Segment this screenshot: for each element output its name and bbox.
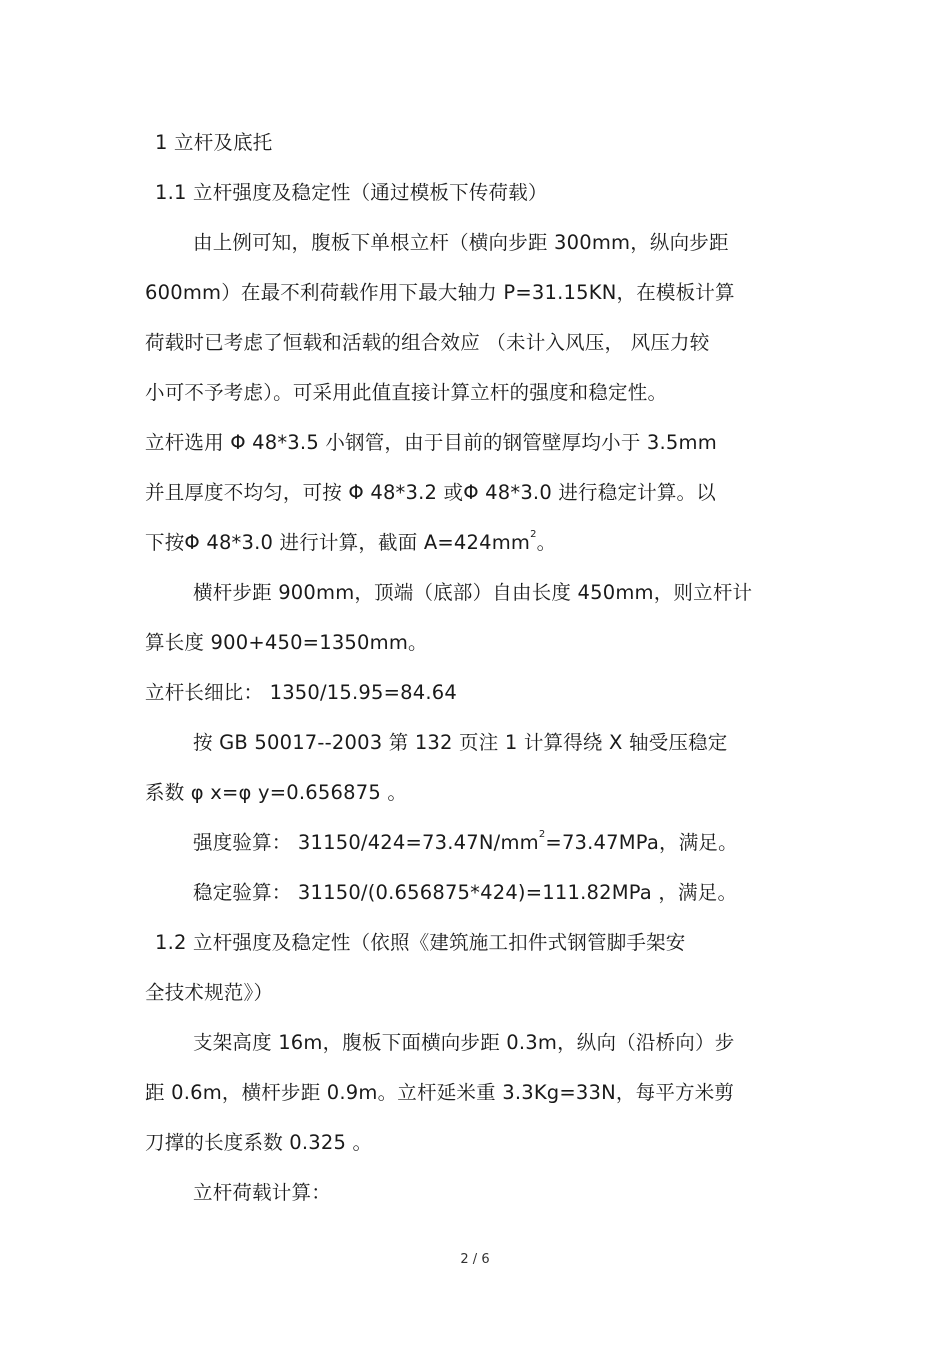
paragraph-line: 距 0.6m，横杆步距 0.9m。立杆延米重 3.3Kg=33N，每平方米剪: [145, 1081, 735, 1104]
paragraph-line: 按 GB 50017--2003 第 132 页注 1 计算得绕 X 轴受压稳定: [193, 731, 728, 754]
line-text: =73.47MPa，满足。: [545, 831, 738, 854]
paragraph-line: 由上例可知，腹板下单根立杆（横向步距 300mm，纵向步距: [193, 231, 729, 254]
superscript: 2: [530, 529, 537, 540]
paragraph-line: 荷载时已考虑了恒载和活载的组合效应 （未计入风压， 风压力较: [145, 331, 710, 354]
paragraph-line: 600mm）在最不利荷载作用下最大轴力 P=31.15KN，在模板计算: [145, 281, 735, 304]
paragraph-line: 立杆选用 Φ 48*3.5 小钢管，由于目前的钢管壁厚均小于 3.5mm: [145, 431, 717, 454]
section-heading-1: 1 立杆及底托: [155, 131, 273, 154]
subsection-heading-1-2: 1.2 立杆强度及稳定性（依照《建筑施工扣件式钢管脚手架安: [155, 931, 686, 954]
paragraph-line: 并且厚度不均匀，可按 Φ 48*3.2 或Φ 48*3.0 进行稳定计算。以: [145, 481, 716, 504]
page-number: 2 / 6: [460, 1252, 490, 1267]
line-text: 。: [536, 531, 557, 554]
paragraph-line: [145, 530, 556, 556]
paragraph-line: [193, 830, 738, 856]
paragraph-line: 算长度 900+450=1350mm。: [145, 631, 428, 654]
paragraph-line: 稳定验算： 31150/(0.656875*424)=111.82MPa ，满足。: [193, 881, 738, 904]
paragraph-line: 横杆步距 900mm，顶端（底部）自由长度 450mm，则立杆计: [193, 581, 753, 604]
subsection-heading-1-1: 1.1 立杆强度及稳定性（通过模板下传荷载）: [155, 181, 548, 204]
paragraph-line: 支架高度 16m，腹板下面横向步距 0.3m，纵向（沿桥向）步: [193, 1031, 735, 1054]
paragraph-line: 立杆荷载计算：: [193, 1181, 331, 1204]
paragraph-line: 系数 φ x=φ y=0.656875 。: [145, 781, 408, 804]
line-text: 下按Φ 48*3.0 进行计算，截面 A=424mm: [145, 531, 531, 554]
subsection-heading-1-2-cont: 全技术规范》）: [145, 981, 274, 1004]
paragraph-line: 立杆长细比： 1350/15.95=84.64: [145, 681, 457, 704]
line-text: 强度验算： 31150/424=73.47N/mm: [193, 831, 539, 854]
paragraph-line: 小可不予考虑）。可采用此值直接计算立杆的强度和稳定性。: [145, 381, 668, 404]
paragraph-line: 刀撑的长度系数 0.325 。: [145, 1131, 373, 1154]
superscript: 2: [538, 829, 546, 840]
